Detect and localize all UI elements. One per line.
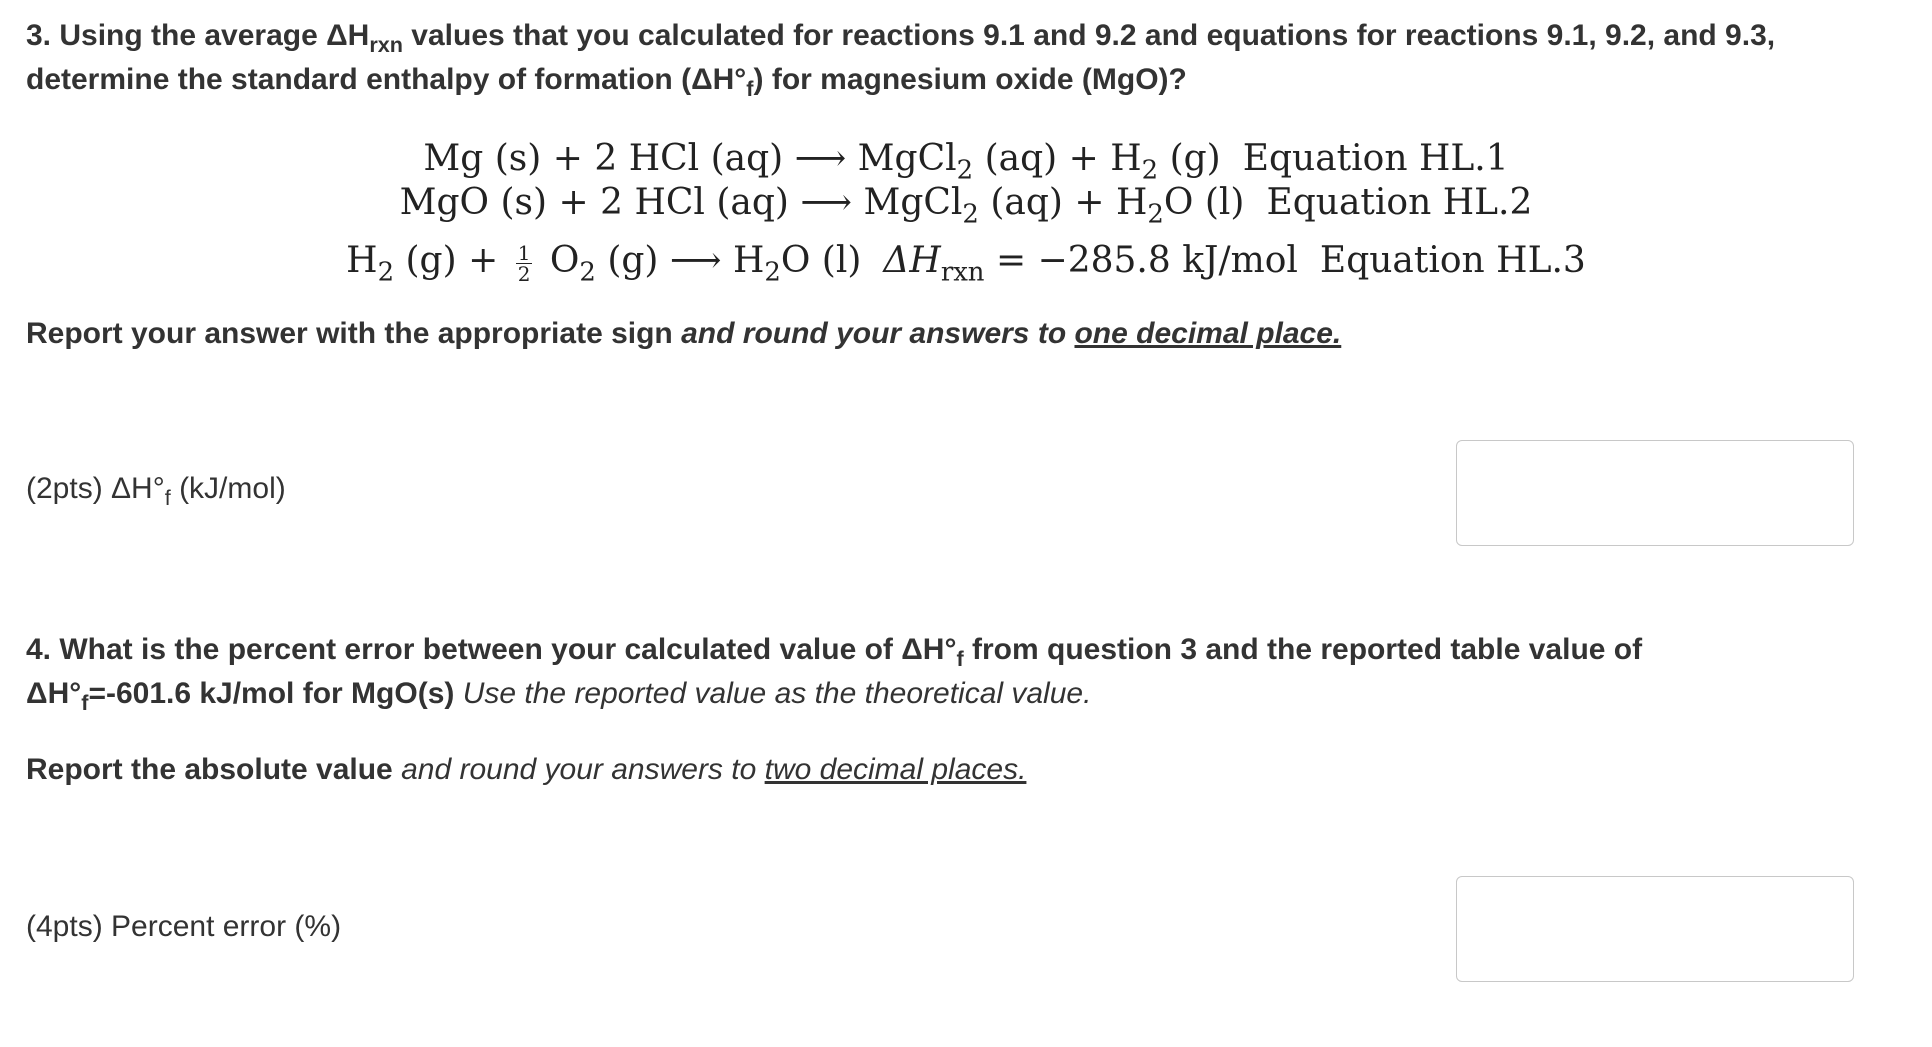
eq1-label: Equation HL.1 — [1242, 138, 1509, 179]
q3-label-sub: f — [164, 484, 171, 510]
fraction-denominator: 2 — [517, 261, 531, 286]
equation-hl1 — [26, 137, 1906, 186]
equation-hl3 — [26, 239, 1906, 288]
eq3-sub-d: 2 — [764, 257, 781, 288]
eq3-delta-h: ΔH — [883, 240, 941, 281]
fraction-numerator: 1 — [517, 240, 531, 265]
question-3-prompt — [26, 14, 1906, 102]
eq2-part-b: (aq) + H — [978, 182, 1148, 223]
eq3-part-b: (g) + — [394, 240, 510, 281]
eq3-sub-a: 2 — [377, 257, 395, 288]
question-3 — [26, 14, 1906, 102]
eq2-part-a: MgO (s) + 2 HCl (aq) ⟶ MgCl — [399, 182, 963, 223]
q3-sub-1: rxn — [369, 31, 403, 57]
q4-text-2: from question 3 and the reported table value of — [963, 633, 1643, 666]
q3-answer-box[interactable] — [1456, 440, 1854, 546]
eq1-part-b: (aq) + H — [973, 138, 1142, 179]
q4-label-text: (4pts) Percent error (%) — [26, 910, 342, 943]
eq3-part-c: O — [538, 240, 580, 281]
one-half-fraction — [516, 240, 533, 286]
q4-instr-italic: and round your answers to — [401, 753, 765, 786]
eq1-sub-a: 2 — [956, 155, 974, 186]
q4-text-italic: Use the reported value as the theoretical value. — [462, 677, 1092, 710]
eq3-part-e: O (l) — [780, 240, 862, 281]
eq3-delta-h-sub: rxn — [940, 257, 985, 288]
q3-sub-2: f — [746, 75, 754, 101]
eq3-part-d: (g) ⟶ H — [595, 240, 765, 281]
q4-text-3: ΔH° — [26, 677, 82, 710]
q4-answer-label — [26, 910, 341, 944]
eq1-part-a: Mg (s) + 2 HCl (aq) ⟶ MgCl — [423, 138, 957, 179]
q4-sub-2: f — [81, 689, 89, 715]
q3-label-unit: (kJ/mol) — [170, 472, 286, 505]
q3-answer-input[interactable] — [1457, 441, 1853, 545]
eq3-part-a: H — [346, 240, 378, 281]
q3-answer-label — [26, 472, 286, 510]
q4-instructions — [26, 750, 1906, 790]
eq2-part-c: O (l) — [1163, 182, 1245, 223]
equation-hl2 — [26, 181, 1906, 230]
eq2-sub-b: 2 — [1147, 199, 1164, 230]
q3-instr-underline: one decimal place. — [1074, 317, 1342, 350]
q4-answer-box[interactable] — [1456, 876, 1854, 982]
q4-text-1: 4. What is the percent error between your calculated value of ΔH° — [26, 633, 957, 666]
q3-instr-italic: and round your answers to — [681, 317, 1075, 350]
q4-text-4: =-601.6 kJ/mol for MgO(s) — [88, 677, 463, 710]
eq2-label: Equation HL.2 — [1266, 182, 1533, 223]
q4-answer-input[interactable] — [1457, 877, 1853, 981]
q3-text-2: values that you calculated for reactions 9.1 and 9.2 and equations for reactions 9.1, 9.2, and 9.3, — [402, 19, 1776, 52]
q3-label-text: (2pts) ΔH° — [26, 472, 165, 505]
q3-instructions — [26, 314, 1906, 354]
eq1-sub-b: 2 — [1141, 155, 1159, 186]
eq3-sub-c: 2 — [579, 257, 596, 288]
eq3-value: = −285.8 kJ/mol — [984, 240, 1298, 281]
eq3-label: Equation HL.3 — [1319, 240, 1586, 281]
eq1-part-c: (g) — [1158, 138, 1221, 179]
q3-text-3: determine the standard enthalpy of formation (ΔH° — [26, 63, 747, 96]
q4-instr-bold: Report the absolute value — [26, 753, 402, 786]
q3-text-4: ) for magnesium oxide (MgO)? — [753, 63, 1187, 96]
q3-instr-bold: Report your answer with the appropriate sign — [26, 317, 682, 350]
question-4-prompt — [26, 628, 1906, 716]
q4-instr-underline: two decimal places. — [764, 753, 1027, 786]
question-4 — [26, 628, 1906, 716]
q3-text-1: 3. Using the average ΔH — [26, 19, 370, 52]
equation-block — [26, 137, 1906, 288]
eq2-sub-a: 2 — [962, 199, 979, 230]
q4-sub-1: f — [956, 645, 964, 671]
